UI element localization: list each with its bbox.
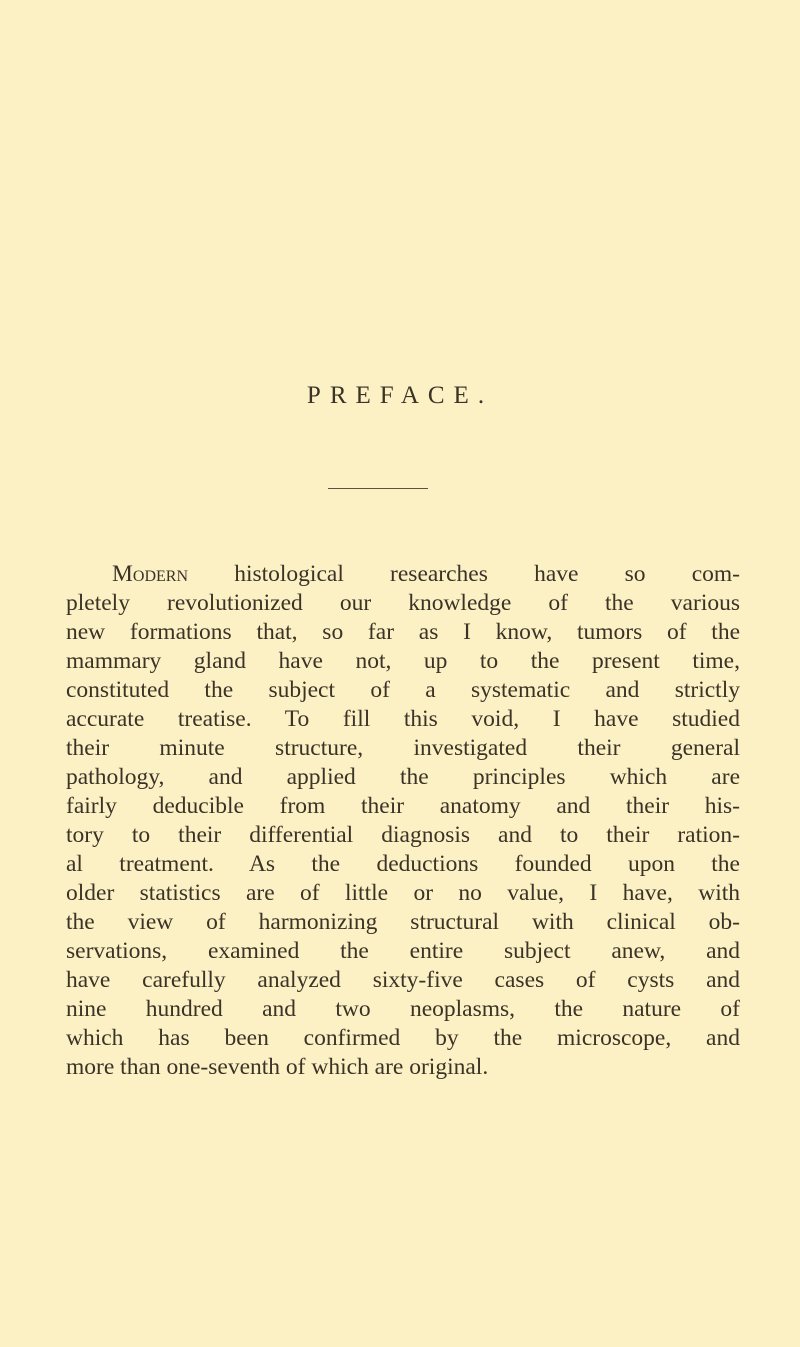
- page-title: PREFACE.: [306, 382, 494, 409]
- text-line: constituted the subject of a systematic and strictly: [66, 677, 740, 703]
- text-line: pathology, and applied the principles which are: [66, 764, 740, 790]
- text-line: accurate treatise. To fill this void, I have studied: [66, 706, 740, 732]
- text-line: older statistics are of little or no value, I have, with: [66, 880, 740, 906]
- text-line: have carefully analyzed sixty-five cases of cysts and: [66, 967, 740, 993]
- text-line: mammary gland have not, up to the present time,: [66, 648, 740, 674]
- text-line: tory to their differential diagnosis and to their ration-: [66, 822, 740, 848]
- text-line: pletely revolutionized our knowledge of the various: [66, 590, 740, 616]
- text-line: nine hundred and two neoplasms, the nature of: [66, 996, 740, 1022]
- text-line: the view of harmonizing structural with clinical ob-: [66, 909, 740, 935]
- text-line: their minute structure, investigated their general: [66, 735, 740, 761]
- text-line: fairly deducible from their anatomy and their his-: [66, 793, 740, 819]
- text-line: servations, examined the entire subject anew, and: [66, 938, 740, 964]
- text-line-content: histological researches have so com-: [188, 561, 740, 587]
- text-line: new formations that, so far as I know, tumors of the: [66, 619, 740, 645]
- text-line: which has been confirmed by the microscope, and: [66, 1025, 740, 1051]
- first-word: Modern: [112, 561, 189, 587]
- preface-text: [66, 560, 740, 1082]
- text-line: more than one-seventh of which are original.: [66, 1054, 489, 1080]
- text-line: al treatment. As the deductions founded upon the: [66, 851, 740, 877]
- text-line: [66, 560, 740, 589]
- divider: [328, 488, 428, 489]
